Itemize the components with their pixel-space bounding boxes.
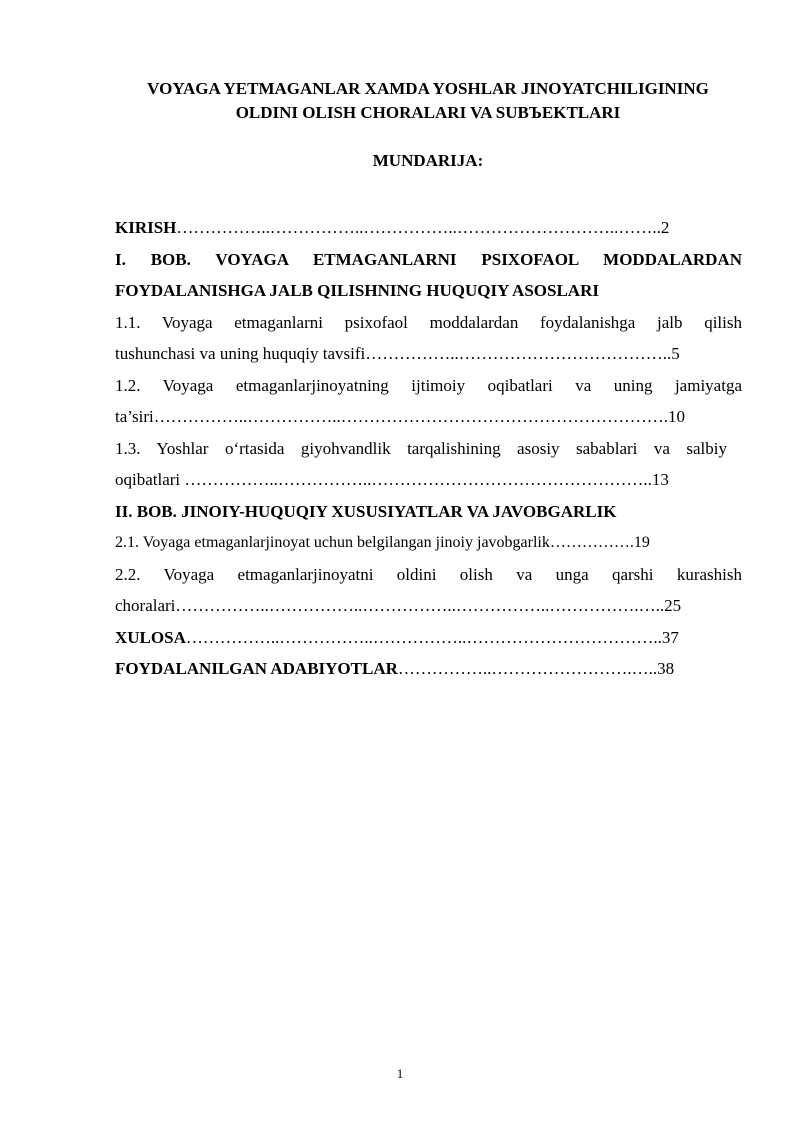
- toc-chapter-2-line-1: II. BOB. JINOIY-HUQUQIY XUSUSIYATLAR VA JAVOBGARLIK: [115, 501, 617, 521]
- page-number: 1: [396, 1066, 404, 1081]
- toc-section-1-2-line-1: 1.2. Voyaga etmaganlarjinoyatning ijtimoiy oqibatlari va uning jamiyatga: [115, 375, 742, 395]
- toc-section-1-1-line-2: tushunchasi va uning huquqiy tavsifi……………..………………………………..5: [115, 344, 680, 363]
- toc-section-2-2-line-1: 2.2. Voyaga etmaganlarjinoyatni oldini olish va unga qarshi kurashish: [115, 564, 742, 584]
- toc-xulosa-leader: ……………..……………..……………..……………………………..37: [185, 627, 679, 647]
- toc-entry-xulosa: [115, 622, 742, 654]
- toc-kirish-label: KIRISH: [115, 218, 177, 237]
- toc-section-1-3-line-2: oqibatlari ……………..……………..…………………………………………..13: [115, 470, 669, 489]
- toc-section-2-1-line-1: 2.1. Voyaga etmaganlarjinoyat uchun belgilangan jinoiy javobgarlik…………….19: [115, 534, 650, 551]
- contents-heading: MUNDARIJA:: [372, 151, 484, 170]
- table-of-contents: [115, 212, 742, 685]
- toc-chapter-1-line-1: I. BOB. VOYAGA ETMAGANLARNI PSIXOFAOL MODDALARDAN: [115, 249, 742, 269]
- toc-entry-kirish: [115, 212, 742, 244]
- toc-section-2-2-line-2: choralari……………..……………..……………..……………..…………….…..25: [115, 596, 682, 615]
- document-title-line-2: OLDINI OLISH CHORALARI VA SUBЪEKTLARI: [235, 103, 621, 122]
- toc-references-label: FOYDALANILGAN ADABIYOTLAR: [115, 659, 398, 678]
- toc-entry-references: [115, 653, 742, 685]
- document-title-line-1: VOYAGA YETMAGANLAR XAMDA YOSHLAR JINOYATCHILIGINING: [147, 79, 709, 98]
- toc-references-leader: ……………..…………………….…..38: [397, 659, 675, 678]
- toc-chapter-1-line-2: FOYDALANISHGA JALB QILISHNING HUQUQIY ASOSLARI: [115, 281, 599, 300]
- toc-section-1-2-line-2: ta’siri……………..……………..………………………………………………….10: [115, 407, 685, 426]
- toc-section-1-1-line-1: 1.1. Voyaga etmaganlarni psixofaol moddalardan foydalanishga jalb qilish: [115, 312, 742, 332]
- toc-section-1-3-line-1: 1.3. Yoshlar o‘rtasida giyohvandlik tarqalishining asosiy sabablari va salbiy: [115, 438, 727, 458]
- toc-xulosa-label: XULOSA: [115, 627, 186, 647]
- toc-kirish-leader: ……………..……………..……………..………………………..……..2: [176, 218, 670, 237]
